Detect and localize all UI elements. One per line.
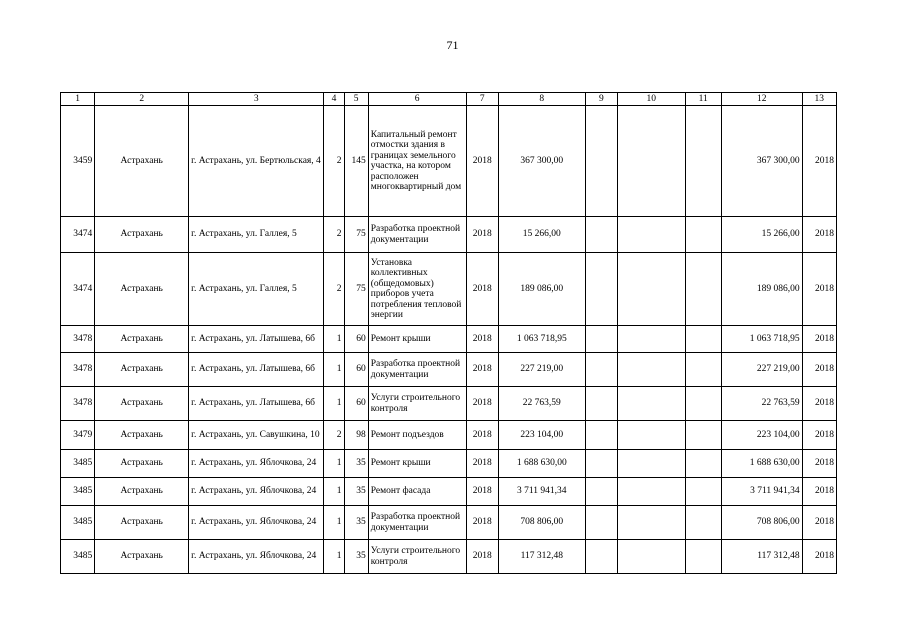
table-row: [61, 106, 837, 217]
cell-cost-other: [685, 253, 721, 326]
cell-cost-owners: 708 806,00: [721, 506, 802, 540]
cell-work-type: Услуги строительного контроля: [368, 387, 466, 421]
header-cell: 2: [95, 93, 189, 106]
cell-year-start: 2018: [466, 353, 498, 387]
cell-cost-fund: [585, 540, 617, 574]
cell-floors-count: 1: [324, 387, 344, 421]
cell-cost-budget: [617, 540, 685, 574]
header-cell: 13: [802, 93, 836, 106]
cell-cost-budget: [617, 106, 685, 217]
cell-municipality: Астрахань: [95, 540, 189, 574]
cell-cost-budget: [617, 326, 685, 353]
cell-apartments-count: 35: [344, 450, 368, 478]
cell-cost-budget: [617, 353, 685, 387]
cell-row-number: 3485: [61, 506, 95, 540]
cell-cost-fund: [585, 253, 617, 326]
cell-cost-other: [685, 506, 721, 540]
cell-cost-other: [685, 387, 721, 421]
cell-address: г. Астрахань, ул. Яблочкова, 24: [189, 540, 324, 574]
cell-cost-budget: [617, 421, 685, 450]
cell-cost-fund: [585, 217, 617, 253]
cell-municipality: Астрахань: [95, 506, 189, 540]
cell-address: г. Астрахань, ул. Галлея, 5: [189, 217, 324, 253]
cell-cost-budget: [617, 387, 685, 421]
cell-year-start: 2018: [466, 421, 498, 450]
cell-cost-budget: [617, 506, 685, 540]
header-cell: 4: [324, 93, 344, 106]
cell-municipality: Астрахань: [95, 387, 189, 421]
cell-year-start: 2018: [466, 450, 498, 478]
cell-floors-count: 1: [324, 540, 344, 574]
cell-cost-other: [685, 450, 721, 478]
cell-cost-other: [685, 421, 721, 450]
cell-cost-other: [685, 217, 721, 253]
header-cell: 3: [189, 93, 324, 106]
cell-address: г. Астрахань, ул. Латышева, 6б: [189, 326, 324, 353]
table-row: [61, 540, 837, 574]
table-row: [61, 506, 837, 540]
cell-year-start: 2018: [466, 478, 498, 506]
cell-cost-other: [685, 353, 721, 387]
cell-row-number: 3478: [61, 353, 95, 387]
cell-work-type: Разработка проектной документации: [368, 506, 466, 540]
cell-work-type: Ремонт подъездов: [368, 421, 466, 450]
cell-year-end: 2018: [802, 421, 836, 450]
table-row: [61, 253, 837, 326]
cell-apartments-count: 75: [344, 217, 368, 253]
cell-row-number: 3478: [61, 326, 95, 353]
cell-year-start: 2018: [466, 217, 498, 253]
header-cell: 6: [368, 93, 466, 106]
cell-cost-fund: [585, 106, 617, 217]
cell-cost-total: 189 086,00: [498, 253, 585, 326]
cell-address: г. Астрахань, ул. Латышева, 6б: [189, 387, 324, 421]
cell-floors-count: 2: [324, 421, 344, 450]
cell-cost-fund: [585, 450, 617, 478]
cell-cost-budget: [617, 478, 685, 506]
cell-floors-count: 2: [324, 106, 344, 217]
cell-year-start: 2018: [466, 387, 498, 421]
cell-floors-count: 1: [324, 450, 344, 478]
cell-cost-owners: 1 063 718,95: [721, 326, 802, 353]
cell-cost-budget: [617, 253, 685, 326]
cell-cost-other: [685, 106, 721, 217]
cell-work-type: Капитальный ремонт отмостки здания в границах земельного участка, на котором расположен многоквартирный дом: [368, 106, 466, 217]
cell-municipality: Астрахань: [95, 217, 189, 253]
cell-cost-total: 1 063 718,95: [498, 326, 585, 353]
table-row: [61, 450, 837, 478]
table-row: [61, 326, 837, 353]
cell-cost-owners: 189 086,00: [721, 253, 802, 326]
cell-cost-budget: [617, 217, 685, 253]
cell-floors-count: 2: [324, 217, 344, 253]
cell-row-number: 3459: [61, 106, 95, 217]
cell-cost-total: 227 219,00: [498, 353, 585, 387]
cell-year-end: 2018: [802, 106, 836, 217]
cell-row-number: 3474: [61, 217, 95, 253]
cell-work-type: Ремонт крыши: [368, 326, 466, 353]
cell-row-number: 3485: [61, 540, 95, 574]
cell-apartments-count: 35: [344, 540, 368, 574]
cell-cost-total: 15 266,00: [498, 217, 585, 253]
table-row: [61, 387, 837, 421]
cell-apartments-count: 35: [344, 478, 368, 506]
cell-year-start: 2018: [466, 326, 498, 353]
table-row: [61, 421, 837, 450]
cell-cost-owners: 3 711 941,34: [721, 478, 802, 506]
cell-floors-count: 1: [324, 506, 344, 540]
cell-address: г. Астрахань, ул. Яблочкова, 24: [189, 478, 324, 506]
cell-cost-budget: [617, 450, 685, 478]
table-header-row: [61, 93, 837, 106]
cell-apartments-count: 60: [344, 387, 368, 421]
cell-apartments-count: 35: [344, 506, 368, 540]
cell-address: г. Астрахань, ул. Латышева, 6б: [189, 353, 324, 387]
cell-apartments-count: 98: [344, 421, 368, 450]
cell-year-start: 2018: [466, 506, 498, 540]
cell-address: г. Астрахань, ул. Яблочкова, 24: [189, 506, 324, 540]
cell-cost-owners: 22 763,59: [721, 387, 802, 421]
cell-municipality: Астрахань: [95, 353, 189, 387]
cell-address: г. Астрахань, ул. Галлея, 5: [189, 253, 324, 326]
header-cell: 9: [585, 93, 617, 106]
cell-apartments-count: 145: [344, 106, 368, 217]
cell-apartments-count: 60: [344, 353, 368, 387]
cell-work-type: Услуги строительного контроля: [368, 540, 466, 574]
cell-municipality: Астрахань: [95, 106, 189, 217]
cell-apartments-count: 60: [344, 326, 368, 353]
cell-cost-owners: 367 300,00: [721, 106, 802, 217]
header-cell: 5: [344, 93, 368, 106]
cell-cost-owners: 1 688 630,00: [721, 450, 802, 478]
table-row: [61, 478, 837, 506]
cell-year-end: 2018: [802, 478, 836, 506]
cell-cost-owners: 227 219,00: [721, 353, 802, 387]
table-row: [61, 217, 837, 253]
header-cell: 10: [617, 93, 685, 106]
cell-cost-total: 117 312,48: [498, 540, 585, 574]
header-cell: 7: [466, 93, 498, 106]
cell-cost-owners: 223 104,00: [721, 421, 802, 450]
header-cell: 12: [721, 93, 802, 106]
cell-municipality: Астрахань: [95, 253, 189, 326]
cell-cost-owners: 15 266,00: [721, 217, 802, 253]
cell-cost-other: [685, 540, 721, 574]
cell-floors-count: 1: [324, 353, 344, 387]
cell-work-type: Ремонт крыши: [368, 450, 466, 478]
header-cell: 11: [685, 93, 721, 106]
cell-floors-count: 1: [324, 326, 344, 353]
cell-floors-count: 2: [324, 253, 344, 326]
cell-year-end: 2018: [802, 506, 836, 540]
cell-year-start: 2018: [466, 540, 498, 574]
cell-cost-fund: [585, 421, 617, 450]
cell-cost-other: [685, 478, 721, 506]
table-row: [61, 353, 837, 387]
cell-cost-owners: 117 312,48: [721, 540, 802, 574]
cell-municipality: Астрахань: [95, 478, 189, 506]
cell-cost-other: [685, 326, 721, 353]
cell-cost-fund: [585, 353, 617, 387]
cell-cost-total: 223 104,00: [498, 421, 585, 450]
header-cell: 8: [498, 93, 585, 106]
cell-municipality: Астрахань: [95, 421, 189, 450]
cell-work-type: Разработка проектной документации: [368, 217, 466, 253]
cell-year-end: 2018: [802, 253, 836, 326]
cell-municipality: Астрахань: [95, 326, 189, 353]
cell-year-end: 2018: [802, 326, 836, 353]
cell-cost-fund: [585, 506, 617, 540]
cell-row-number: 3478: [61, 387, 95, 421]
cell-cost-fund: [585, 478, 617, 506]
cell-row-number: 3485: [61, 478, 95, 506]
cell-cost-fund: [585, 387, 617, 421]
cell-municipality: Астрахань: [95, 450, 189, 478]
cell-year-end: 2018: [802, 353, 836, 387]
cell-year-end: 2018: [802, 217, 836, 253]
cell-apartments-count: 75: [344, 253, 368, 326]
cell-cost-total: 367 300,00: [498, 106, 585, 217]
cell-year-end: 2018: [802, 387, 836, 421]
cell-address: г. Астрахань, ул. Савушкина, 10: [189, 421, 324, 450]
page-number: 71: [446, 38, 459, 52]
cell-row-number: 3479: [61, 421, 95, 450]
cell-year-start: 2018: [466, 253, 498, 326]
header-cell: 1: [61, 93, 95, 106]
cell-work-type: Ремонт фасада: [368, 478, 466, 506]
cell-cost-total: 1 688 630,00: [498, 450, 585, 478]
cell-address: г. Астрахань, ул. Бертюльская, 4: [189, 106, 324, 217]
cell-year-end: 2018: [802, 540, 836, 574]
cell-address: г. Астрахань, ул. Яблочкова, 24: [189, 450, 324, 478]
cell-cost-total: 708 806,00: [498, 506, 585, 540]
works-table: [60, 92, 837, 574]
cell-row-number: 3485: [61, 450, 95, 478]
cell-row-number: 3474: [61, 253, 95, 326]
cell-floors-count: 1: [324, 478, 344, 506]
cell-work-type: Установка коллективных (общедомовых) приборов учета потребления тепловой энергии: [368, 253, 466, 326]
cell-work-type: Разработка проектной документации: [368, 353, 466, 387]
cell-cost-total: 3 711 941,34: [498, 478, 585, 506]
cell-year-end: 2018: [802, 450, 836, 478]
cell-year-start: 2018: [466, 106, 498, 217]
cell-cost-total: 22 763,59: [498, 387, 585, 421]
cell-cost-fund: [585, 326, 617, 353]
